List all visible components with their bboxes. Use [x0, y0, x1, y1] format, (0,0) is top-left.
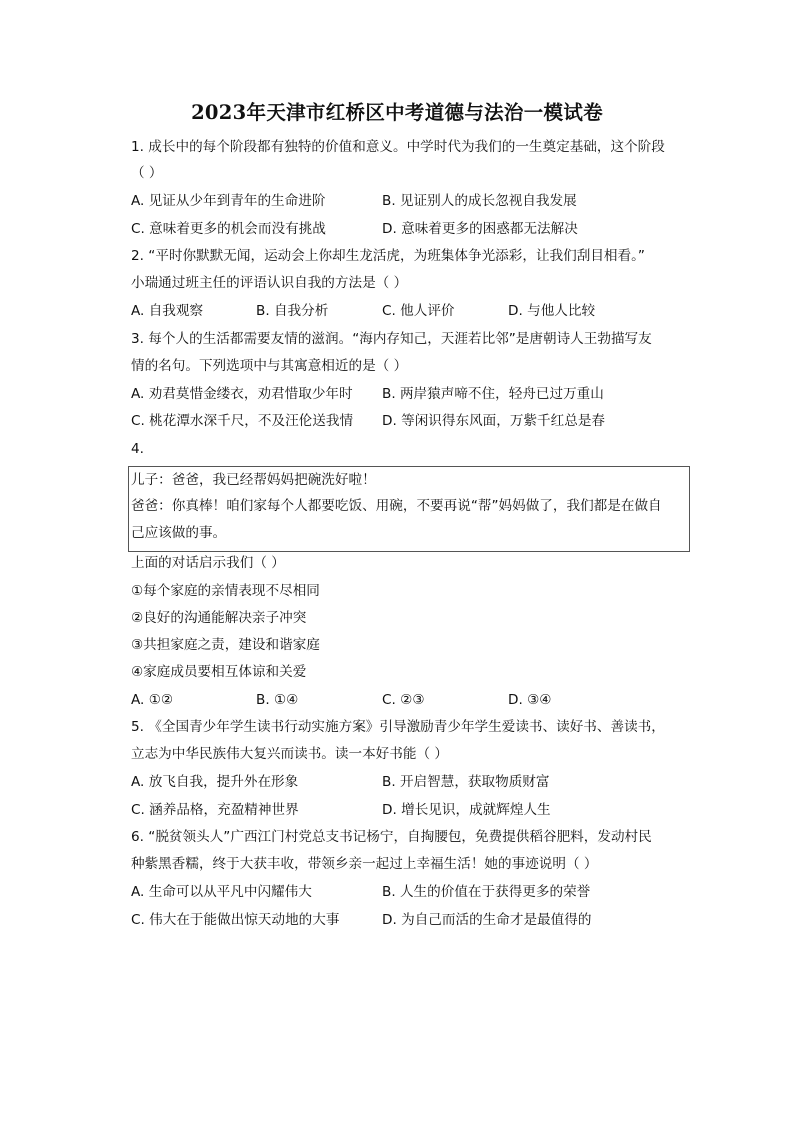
q5-stem-line1: 5. 《全国青少年学生读书行动实施方案》引导激励青少年学生爱读书、读好书、善读书， [131, 719, 665, 735]
q6-option-b: B. 人生的价值在于获得更多的荣誉 [382, 884, 591, 900]
page-title: 2023年天津市红桥区中考道德与法治一模试卷 [191, 101, 603, 124]
q2-stem-line2: 小瑞通过班主任的评语认识自我的方法是（ ） [131, 275, 408, 291]
q4-stem: 上面的对话启示我们（ ） [131, 555, 285, 571]
q6-stem-line2: 种紫黑香糯，终于大获丰收，带领乡亲一起过上幸福生活！她的事迹说明（ ） [131, 856, 598, 872]
q4-option-a: A. ①② [131, 692, 174, 708]
q5-option-a: A. 放飞自我，提升外在形象 [131, 774, 299, 790]
q2-stem-line1: 2. “平时你默默无闻，运动会上你却生龙活虎，为班集体争光添彩，让我们刮目相看。” [131, 248, 645, 264]
q4-option-b: B. ①④ [256, 692, 299, 708]
q6-option-d: D. 为自己而活的生命才是最值得的 [382, 912, 592, 928]
q3-option-a: A. 劝君莫惜金缕衣，劝君惜取少年时 [131, 386, 353, 402]
q3-option-d: D. 等闲识得东风面，万紫千红总是春 [382, 413, 606, 429]
q4-statement-2: ②良好的沟通能解决亲子冲突 [131, 610, 307, 626]
q1-stem-line2: （ ） [131, 165, 163, 181]
q3-stem-line2: 情的名句。下列选项中与其寓意相近的是（ ） [131, 358, 408, 374]
q5-option-b: B. 开启智慧，获取物质财富 [382, 774, 550, 790]
dialogue-line-3: 己应该做的事。 [131, 525, 227, 541]
q3-stem-line1: 3. 每个人的生活都需要友情的滋润。“海内存知己，天涯若比邻”是唐朝诗人王勃描写友 [131, 331, 652, 347]
q2-option-a: A. 自我观察 [131, 303, 204, 319]
q6-stem-line1: 6. “脱贫领头人”广西江门村党总支书记杨宁，自掏腰包，免费提供稻谷肥料，发动村民 [131, 829, 652, 845]
q3-option-b: B. 两岸猿声啼不住，轻舟已过万重山 [382, 386, 604, 402]
q4-number: 4. [131, 441, 144, 457]
q4-statement-1: ①每个家庭的亲情表现不尽相同 [131, 583, 320, 599]
q6-option-a: A. 生命可以从平凡中闪耀伟大 [131, 884, 312, 900]
q4-option-c: C. ②③ [382, 692, 425, 708]
q1-stem-line1: 1. 成长中的每个阶段都有独特的价值和意义。中学时代为我们的一生奠定基础，这个阶段 [131, 139, 665, 155]
q1-option-c: C. 意味着更多的机会而没有挑战 [131, 221, 326, 237]
q5-option-c: C. 涵养品格，充盈精神世界 [131, 802, 299, 818]
q5-stem-line2: 立志为中华民族伟大复兴而读书。读一本好书能（ ） [131, 746, 448, 762]
q4-statement-3: ③共担家庭之责，建设和谐家庭 [131, 637, 320, 653]
q1-option-b: B. 见证别人的成长忽视自我发展 [382, 193, 577, 209]
q1-option-a: A. 见证从少年到青年的生命进阶 [131, 193, 326, 209]
q4-statement-4: ④家庭成员要相互体谅和关爱 [131, 664, 307, 680]
q5-option-d: D. 增长见识，成就辉煌人生 [382, 802, 551, 818]
q4-option-d: D. ③④ [508, 692, 552, 708]
q2-option-c: C. 他人评价 [382, 303, 455, 319]
q1-option-d: D. 意味着更多的困惑都无法解决 [382, 221, 578, 237]
q2-option-d: D. 与他人比较 [508, 303, 596, 319]
dialogue-line-2: 爸爸：你真棒！咱们家每个人都要吃饭、用碗，不要再说“帮”妈妈做了，我们都是在做自 [131, 498, 662, 514]
q6-option-c: C. 伟大在于能做出惊天动地的大事 [131, 912, 340, 928]
q2-option-b: B. 自我分析 [256, 303, 329, 319]
q3-option-c: C. 桃花潭水深千尺，不及汪伦送我情 [131, 413, 354, 429]
dialogue-line-1: 儿子：爸爸，我已经帮妈妈把碗洗好啦！ [131, 472, 376, 488]
